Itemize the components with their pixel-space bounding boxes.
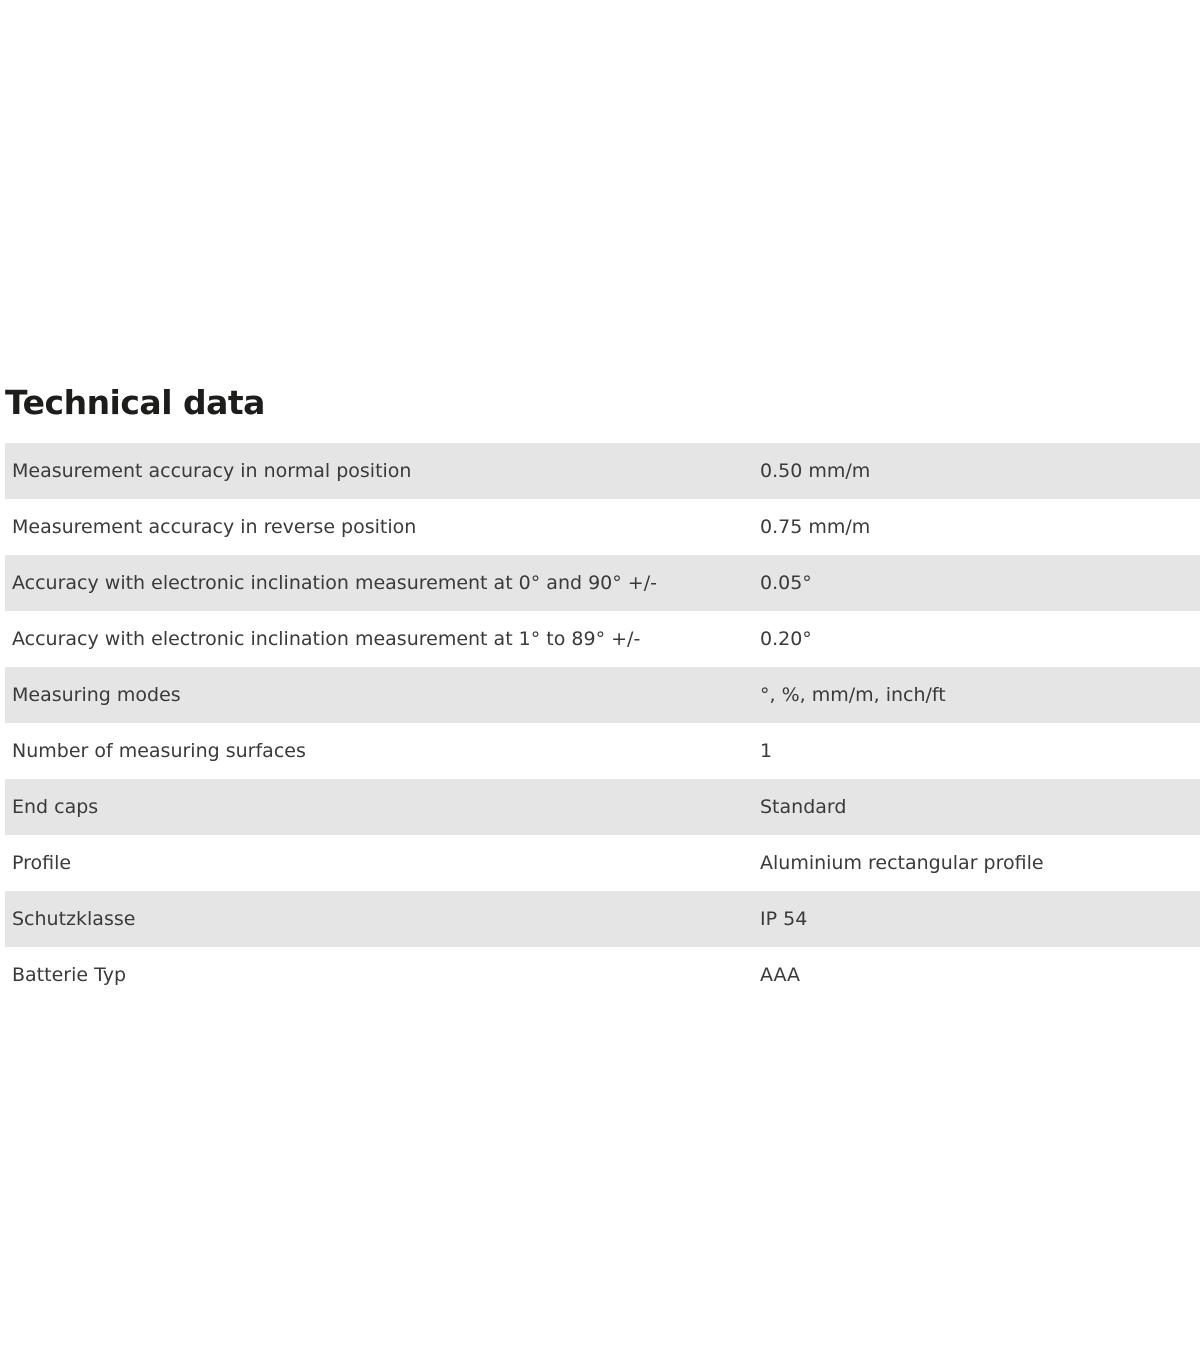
spec-value: 1 <box>760 740 773 762</box>
table-row <box>5 555 1200 611</box>
spec-label: Measurement accuracy in normal position <box>12 460 412 482</box>
table-row <box>5 667 1200 723</box>
spec-value: Aluminium rectangular profile <box>760 852 1044 874</box>
spec-value: AAA <box>760 964 801 986</box>
spec-value: 0.50 mm/m <box>760 460 871 482</box>
spec-value: Standard <box>760 796 847 818</box>
spec-label: Number of measuring surfaces <box>12 740 306 762</box>
table-row <box>5 779 1200 835</box>
spec-label: End caps <box>12 796 99 818</box>
spec-label: Batterie Typ <box>12 964 127 986</box>
table-row <box>5 611 1200 667</box>
spec-value: 0.75 mm/m <box>760 516 871 538</box>
page-title: Technical data <box>5 383 265 422</box>
spec-value: 0.05° <box>760 572 812 594</box>
spec-value: 0.20° <box>760 628 812 650</box>
spec-label: Measuring modes <box>12 684 181 706</box>
spec-label: Accuracy with electronic inclination measurement at 0° and 90° +/- <box>12 572 657 594</box>
spec-label: Schutzklasse <box>12 908 136 930</box>
technical-data-table <box>5 443 1200 1003</box>
table-row <box>5 723 1200 779</box>
table-row <box>5 835 1200 891</box>
spec-label: Measurement accuracy in reverse position <box>12 516 417 538</box>
spec-value: IP 54 <box>760 908 808 930</box>
spec-label: Profile <box>12 852 72 874</box>
spec-value: °, %, mm/m, inch/ft <box>760 684 946 706</box>
table-row <box>5 443 1200 499</box>
table-row <box>5 499 1200 555</box>
spec-label: Accuracy with electronic inclination measurement at 1° to 89° +/- <box>12 628 641 650</box>
table-row <box>5 891 1200 947</box>
table-row <box>5 947 1200 1003</box>
